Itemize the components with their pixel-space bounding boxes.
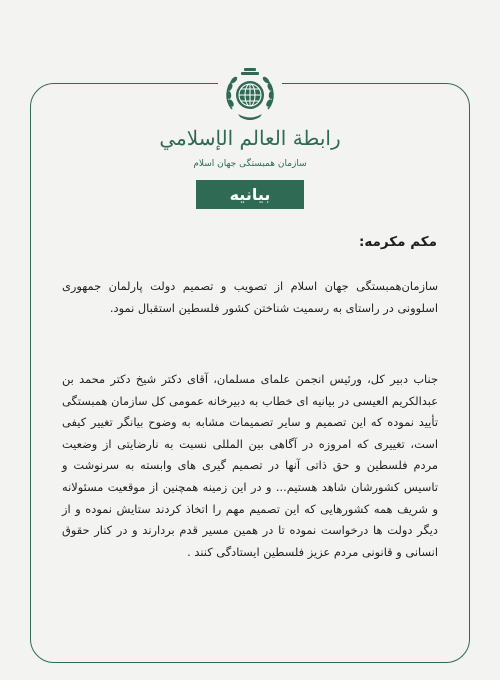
paragraph-1: سازمان‌همبستگی جهان اسلام از تصویب و تصمیم دولت پارلمان جمهوری اسلوونی در راستای به رسمیت شناختن کشور فلسطین استقبال نمود. bbox=[62, 279, 438, 315]
organization-name-arabic: رابطة العالم الإسلامي bbox=[159, 126, 341, 150]
globe-wreath-emblem-icon bbox=[218, 63, 282, 127]
statement-badge: بیانیه bbox=[196, 180, 304, 209]
salutation: مکم مکرمه: bbox=[358, 234, 437, 250]
paragraph-2: جناب دبیر کل، ورئیس انجمن علمای مسلمان، آقای دکتر شیخ دکتر محمد بن عبدالکریم العیسی در بیانیه ای خطاب به دبیرخانه عمومی کل سازمان همبستگی تأیید نموده که این تصمیم و سایر تصمیمات مشابه به وضوح بیانگر تغییر کیفی است، تغییری که امروزه در آگاهی بین المللی نسبت به نارضایتی از وضعیت مردم فلسطین و حق ذاتی آنها در تصمیم گیری های وابسته به سرنوشت و تاسیس کشورشان شاهد هستیم... و در این زمینه همچنین از موقعیت مسئولانه و شریف همه کشورهایی که این تصمیم مهم را اتخاذ کردند ستایش نموده و از دیگر دولت ها درخواست نموده تا در همین مسیر قدم بردارند و در کنار حقوق انسانی و قانونی مردم عزیز فلسطین ایستادگی کنند . bbox=[62, 372, 438, 559]
organization-name-persian: سازمان همبستگی جهان اسلام bbox=[193, 159, 307, 169]
